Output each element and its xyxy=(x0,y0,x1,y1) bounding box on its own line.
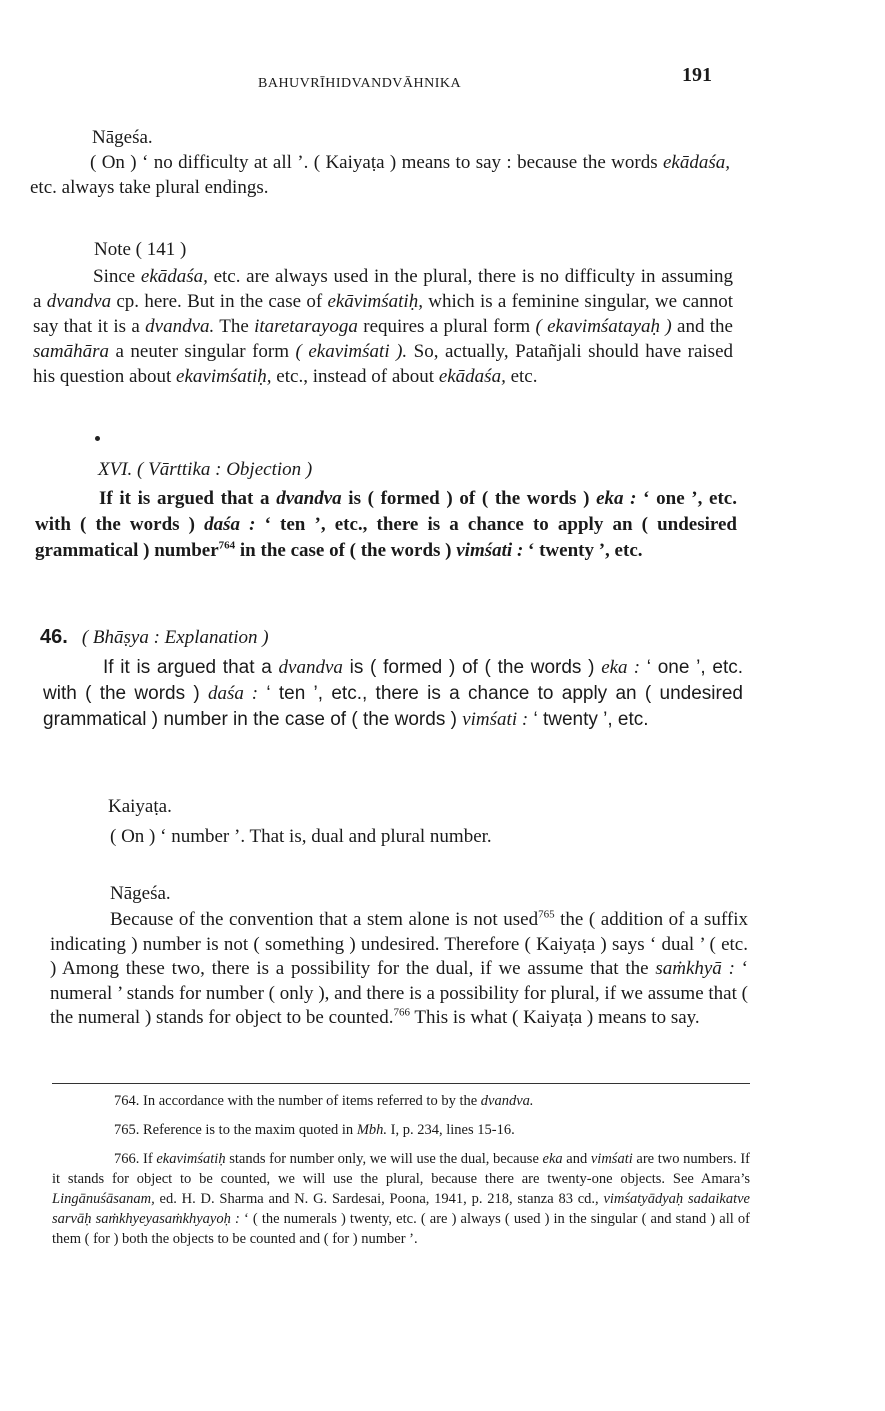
section-number: 46. xyxy=(40,626,68,648)
nagesa-label-1: Nāgeśa. xyxy=(92,127,153,148)
note-paragraph: Since ekādaśa, etc. are always used in the plural, there is no difficulty in assuming a dvandva cp. here. But in the case of ekāvimśatiḥ, which is a feminine singular, we cannot say that it is a dvandva. The itaretarayoga requires a plural form ( ekavimśatayaḥ ) and the samāhāra a neuter singular form ( ekavimśati ). So, actually, Patañjali should have raised his question about ekavimśatiḥ, etc., instead of about ekādaśa, etc. xyxy=(33,266,733,387)
ink-dot xyxy=(95,436,100,441)
footnote-ref-765: 765 xyxy=(538,908,555,921)
kaiyata-label: Kaiyaṭa. xyxy=(108,796,172,817)
nagesa-paragraph-1: ( On ) ‘ no difficulty at all ’. ( Kaiyaṭa ) means to say : because the words ekādaśa, etc. always take plural endings. xyxy=(30,152,730,198)
footnote-764: 764. In accordance with the number of items referred to by the dvandva. xyxy=(114,1093,534,1109)
kaiyata-text: ( On ) ‘ number ’. That is, dual and plural number. xyxy=(110,826,492,847)
footnote-divider xyxy=(52,1083,750,1084)
varttika-heading: XVI. ( Vārttika : Objection ) xyxy=(98,459,313,480)
page-number: 191 xyxy=(682,64,712,86)
footnote-ref-764: 764 xyxy=(218,539,236,552)
nagesa-label-2: Nāgeśa. xyxy=(110,883,171,904)
nagesa-paragraph-2: Because of the convention that a stem alone is not used$^{765}$ the ( addition of a suffix indicating ) number is not ( something ) undesired. Therefore ( Kaiyaṭa ) says ‘ dual ’ ( etc. ) Among these two, there is a possibility for the dual, if we assume that the saṁkhyā : ‘ numeral ’ stands for number ( only ), and there is a possibility for plural, if we assume that ( the numeral ) stands for object to be counted.$^{766}$ This is what ( Kaiyaṭa ) means to say. xyxy=(50,908,749,1028)
footnote-ref-766: 766 xyxy=(393,1006,410,1019)
footnote-765: 765. Reference is to the maxim quoted in Mbh. I, p. 234, lines 15-16. xyxy=(114,1122,515,1138)
running-head: BAHUVRĪHIDVANDVĀHNIKA xyxy=(258,76,462,91)
footnote-766: 766. If ekavimśatiḥ stands for number only, we will use the dual, because eka and vimśati are two numbers. If it stands for object to be counted, we will use the plural, because there are twenty-one objects. See Amara’s Lingānuśāsanam, ed. H. D. Sharma and N. G. Sardesai, Poona, 1941, p. 218, stanza 83 cd., vimśatyādyaḥ sadaikatve sarvāḥ saṁkhyeyasaṁkhyayoḥ : ‘ ( the numerals ) twenty, etc. ( are ) always ( used ) in the singular ( and stand ) all of them ( for ) both the objects to be counted and ( for ) number ’. xyxy=(52,1151,750,1247)
note-heading: Note ( 141 ) xyxy=(94,239,187,260)
bhasya-text: If it is argued that a dvandva is ( formed ) of ( the words ) eka : ‘ one ’, etc. with ( the words ) daśa : ‘ ten ’, etc., there is a chance to apply an ( undesired grammatical ) number in the case of ( the words ) vimśati : ‘ twenty ’, etc. xyxy=(43,657,743,730)
bhasya-heading: 46. ( Bhāṣya : Explanation ) xyxy=(40,626,269,648)
varttika-text: If it is argued that a dvandva is ( formed ) of ( the words ) eka : ‘ one ’, etc. with ( the words ) daśa : ‘ ten ’, etc., there is a chance to apply an ( undesired grammatical ) number$^{764}$ in the case of ( the words ) vimśati : ‘ twenty ’, etc. xyxy=(35,488,737,561)
